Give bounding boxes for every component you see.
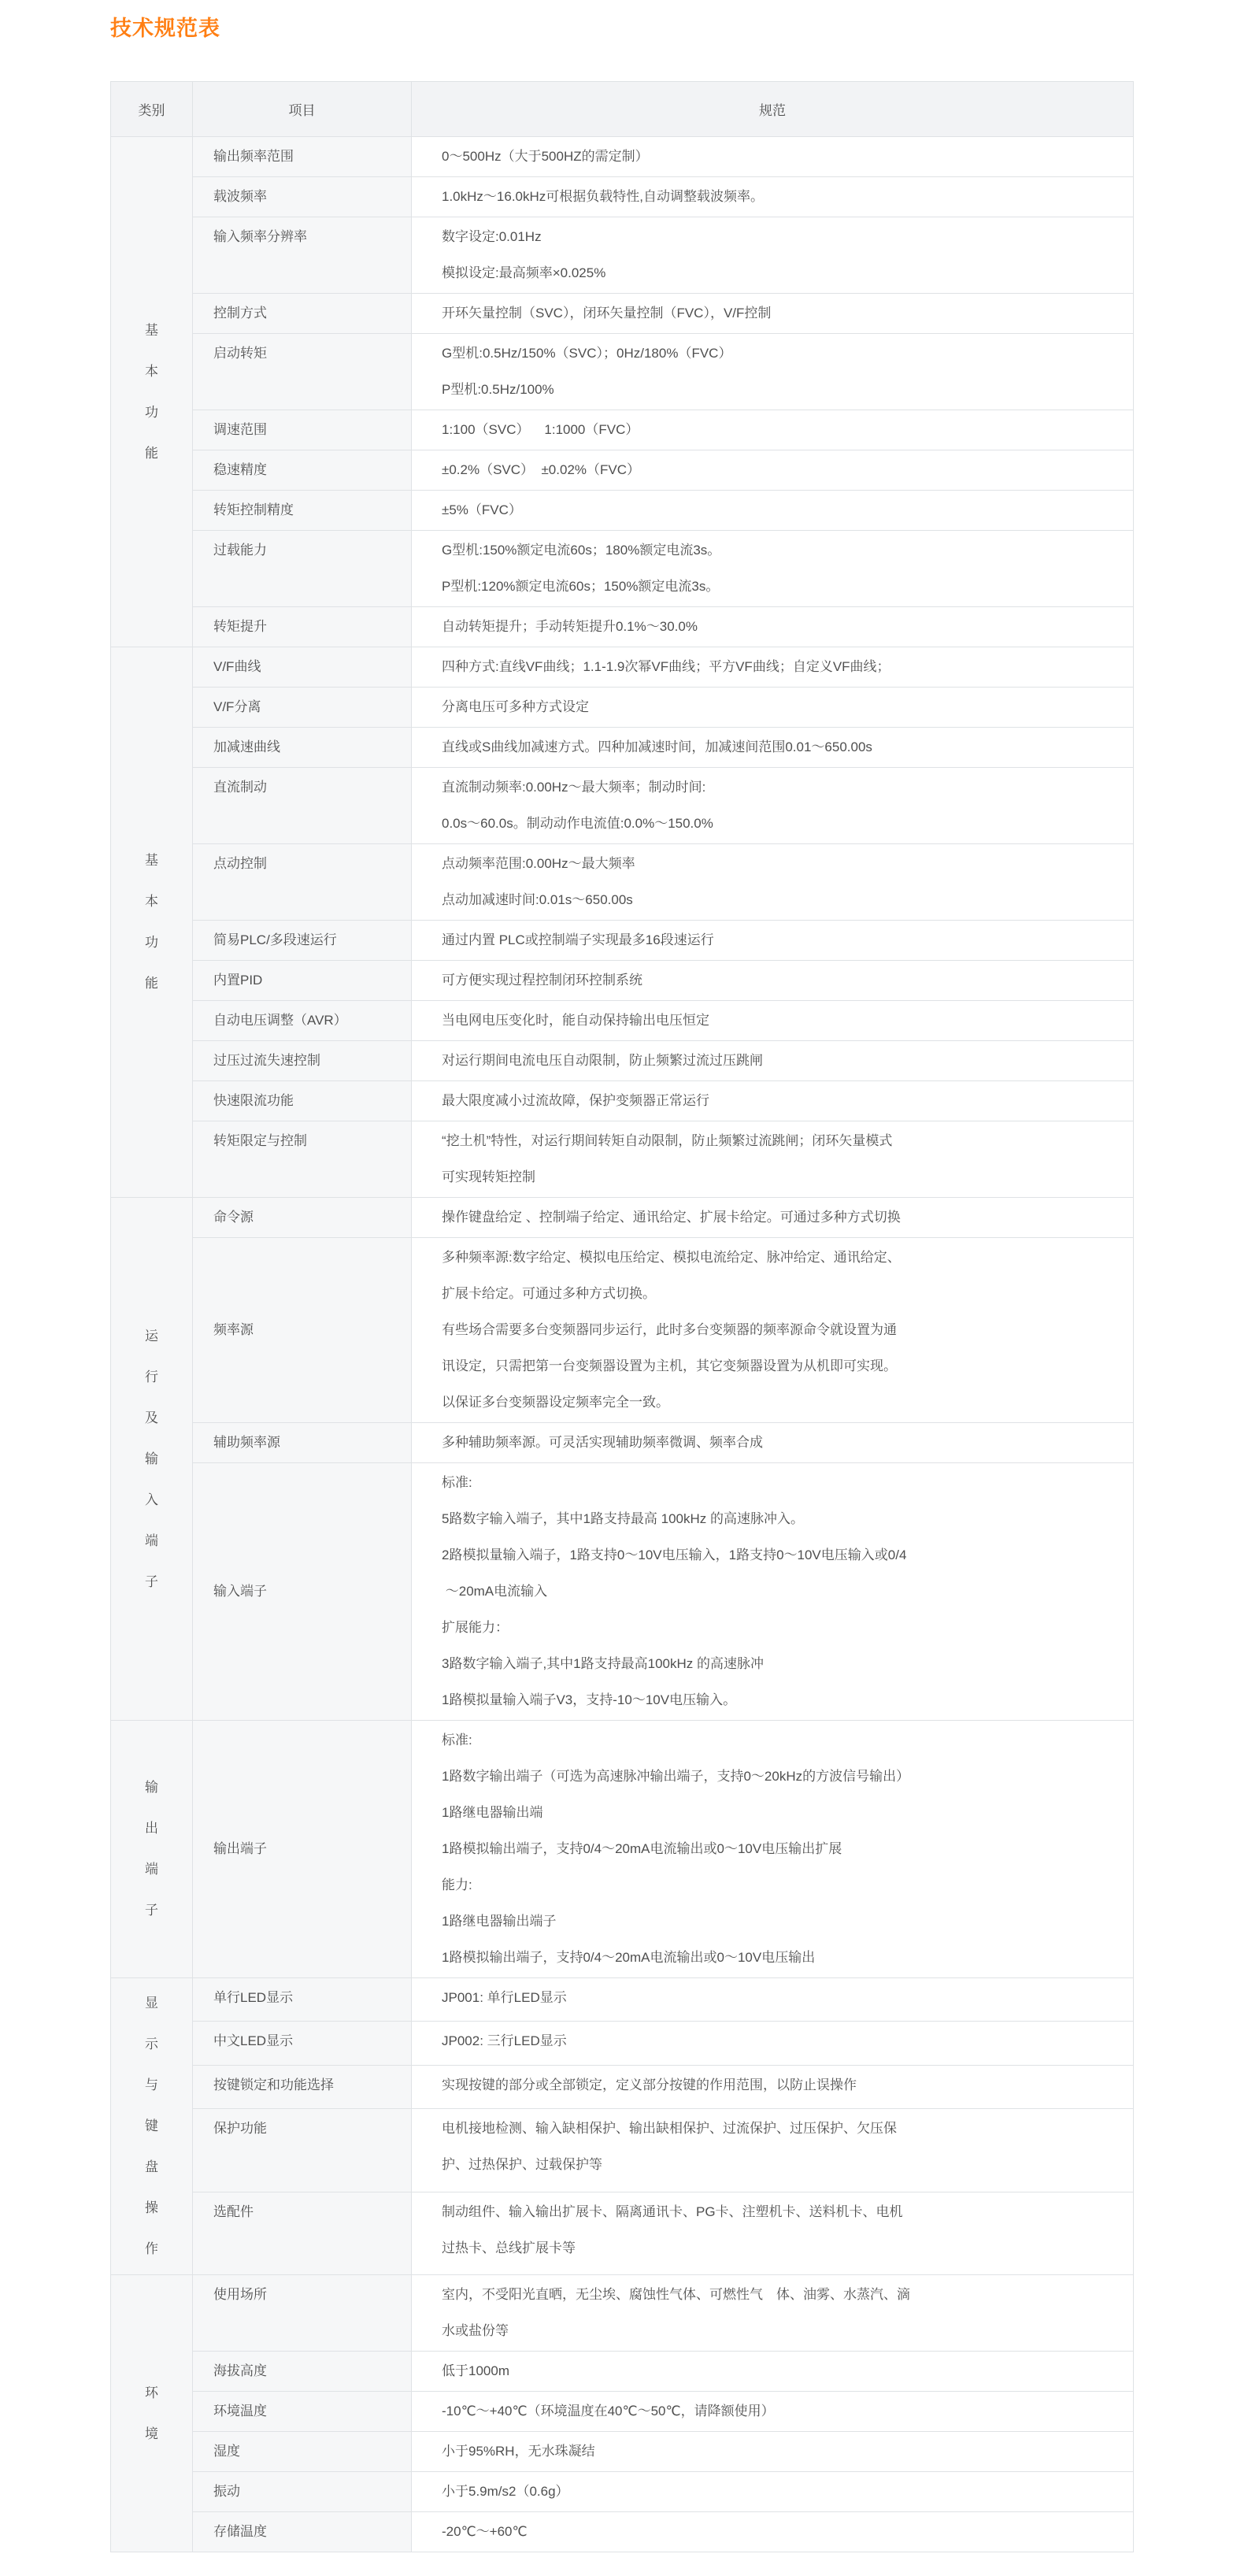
spec-line: 可实现转矩控制	[442, 1169, 535, 1184]
item-label: 调速范围	[213, 422, 267, 437]
item-label: 自动电压调整（AVR）	[213, 1013, 347, 1028]
item-cell	[193, 137, 412, 177]
spec-line: 1.0kHz～16.0kHz可根据负载特性,自动调整载波频率。	[442, 189, 764, 204]
item-cell	[193, 768, 412, 844]
item-cell	[193, 728, 412, 768]
spec-cell	[412, 768, 1134, 844]
spec-line: 分离电压可多种方式设定	[442, 699, 589, 714]
item-label: 快速限流功能	[213, 1093, 294, 1108]
spec-row	[111, 491, 1134, 531]
spec-cell	[412, 1081, 1134, 1121]
item-label: 加减速曲线	[213, 739, 280, 754]
spec-row	[111, 1041, 1134, 1081]
spec-line: 过热卡、总线扩展卡等	[442, 2240, 576, 2255]
spec-line: 开环矢量控制（SVC），闭环矢量控制（FVC），V/F控制	[442, 306, 772, 321]
item-label: 载波频率	[213, 189, 267, 204]
spec-row	[111, 1001, 1134, 1041]
item-cell	[193, 410, 412, 450]
item-label: 过压过流失速控制	[213, 1053, 320, 1068]
spec-row	[111, 177, 1134, 217]
item-label: 命令源	[213, 1210, 254, 1225]
spec-line: G型机:150%额定电流60s；180%额定电流3s。	[442, 543, 721, 558]
item-label: 转矩限定与控制	[213, 1133, 307, 1148]
spec-line: 直流制动频率:0.00Hz～最大频率；制动时间:	[442, 780, 706, 795]
item-label: 转矩提升	[213, 619, 267, 634]
item-cell	[193, 531, 412, 607]
item-cell	[193, 2432, 412, 2472]
item-cell	[193, 921, 412, 961]
spec-row	[111, 607, 1134, 647]
spec-row	[111, 768, 1134, 844]
item-label: 海拔高度	[213, 2363, 267, 2378]
spec-line: 四种方式:直线VF曲线；1.1-1.9次幂VF曲线；平方VF曲线；自定义VF曲线；	[442, 659, 890, 674]
spec-line: 水或盐份等	[442, 2323, 509, 2338]
category-label: 基 本 功 能	[145, 322, 158, 461]
spec-line: 数字设定:0.01Hz	[442, 229, 542, 244]
category-label: 显 示 与 键 盘 操 作	[145, 1996, 158, 2256]
spec-cell	[412, 1238, 1134, 1423]
item-cell	[193, 2275, 412, 2352]
spec-cell	[412, 2065, 1134, 2108]
spec-line: G型机:0.5Hz/150%（SVC）；0Hz/180%（FVC）	[442, 346, 732, 361]
spec-line: 2路模拟量输入端子，1路支持0～10V电压输入，1路支持0～10V电压输入或0/4	[442, 1547, 907, 1562]
spec-line: 制动组件、输入输出扩展卡、隔离通讯卡、PG卡、注塑机卡、送料机卡、电机	[442, 2203, 903, 2219]
spec-table-header	[111, 82, 1134, 137]
item-cell	[193, 688, 412, 728]
item-cell	[193, 334, 412, 410]
spec-row	[111, 334, 1134, 410]
header-item: 项目	[193, 82, 412, 137]
item-label: 振动	[213, 2484, 240, 2499]
category-label: 运 行 及 输 入 端 子	[145, 1328, 158, 1589]
spec-row	[111, 217, 1134, 294]
spec-line: 1路模拟输出端子，支持0/4～20mA电流输出或0～10V电压输出	[442, 1950, 816, 1965]
spec-cell	[412, 1198, 1134, 1238]
category-cell	[111, 2275, 193, 2552]
spec-row	[111, 2352, 1134, 2392]
item-cell	[193, 2472, 412, 2512]
spec-line: 可方便实现过程控制闭环控制系统	[442, 973, 642, 988]
spec-cell	[412, 1463, 1134, 1721]
item-cell	[193, 1001, 412, 1041]
spec-row	[111, 2392, 1134, 2432]
spec-cell	[412, 607, 1134, 647]
spec-row	[111, 844, 1134, 921]
spec-line: 点动加减速时间:0.01s～650.00s	[442, 892, 633, 907]
spec-line: 直线或S曲线加减速方式。四种加减速时间，加减速间范围0.01～650.00s	[442, 739, 872, 754]
item-label: 转矩控制精度	[213, 502, 294, 517]
spec-line: 讯设定，只需把第一台变频器设置为主机，其它变频器设置为从机即可实现。	[442, 1358, 897, 1373]
item-cell	[193, 1198, 412, 1238]
item-label: 保护功能	[213, 2121, 267, 2137]
category-cell	[111, 1721, 193, 1978]
spec-row	[111, 1121, 1134, 1198]
category-label: 基 本 功 能	[145, 853, 158, 991]
spec-row	[111, 1198, 1134, 1238]
item-cell	[193, 1423, 412, 1463]
spec-cell	[412, 531, 1134, 607]
spec-cell	[412, 2352, 1134, 2392]
spec-row	[111, 137, 1134, 177]
spec-cell	[412, 688, 1134, 728]
spec-line: JP002: 三行LED显示	[442, 2033, 567, 2049]
spec-cell	[412, 647, 1134, 688]
item-cell	[193, 450, 412, 491]
spec-cell	[412, 2392, 1134, 2432]
item-label: 频率源	[213, 1322, 254, 1337]
spec-row	[111, 1721, 1134, 1978]
spec-line: 能力:	[442, 1877, 472, 1892]
spec-row	[111, 531, 1134, 607]
spec-line: 实现按键的部分或全部锁定，定义部分按键的作用范围，以防止误操作	[442, 2077, 857, 2092]
spec-row	[111, 647, 1134, 688]
item-label: 启动转矩	[213, 346, 267, 361]
item-label: 输出端子	[213, 1841, 267, 1856]
item-cell	[193, 217, 412, 294]
spec-line: 1路继电器输出端	[442, 1805, 543, 1820]
spec-cell	[412, 217, 1134, 294]
spec-table	[110, 81, 1134, 2552]
category-cell	[111, 1978, 193, 2275]
spec-cell	[412, 2432, 1134, 2472]
item-cell	[193, 177, 412, 217]
spec-table-body	[111, 137, 1134, 2552]
item-cell	[193, 961, 412, 1001]
spec-cell	[412, 137, 1134, 177]
item-cell	[193, 1041, 412, 1081]
item-cell	[193, 1463, 412, 1721]
item-label: 单行LED显示	[213, 1990, 294, 2005]
spec-cell	[412, 334, 1134, 410]
item-label: 过载能力	[213, 543, 267, 558]
spec-line: P型机:120%额定电流60s；150%额定电流3s。	[442, 579, 720, 594]
spec-line: 多种辅助频率源。可灵活实现辅助频率微调、频率合成	[442, 1435, 763, 1450]
item-label: 湿度	[213, 2444, 240, 2459]
spec-cell	[412, 2192, 1134, 2274]
spec-line: 低于1000m	[442, 2363, 509, 2378]
item-label: 控制方式	[213, 306, 267, 321]
spec-line: 5路数字输入端子，其中1路支持最高 100kHz 的高速脉冲入。	[442, 1511, 804, 1526]
spec-row	[111, 2065, 1134, 2108]
item-cell	[193, 491, 412, 531]
spec-line: 小于5.9m/s2（0.6g）	[442, 2484, 569, 2499]
spec-cell	[412, 1121, 1134, 1198]
item-cell	[193, 844, 412, 921]
item-label: V/F分离	[213, 699, 261, 714]
item-label: 存储温度	[213, 2524, 267, 2539]
spec-row	[111, 728, 1134, 768]
spec-row	[111, 1978, 1134, 2022]
item-label: 输入端子	[213, 1584, 267, 1599]
spec-cell	[412, 728, 1134, 768]
spec-line: 点动频率范围:0.00Hz～最大频率	[442, 856, 635, 871]
spec-line: ±0.2%（SVC） ±0.02%（FVC）	[442, 462, 641, 477]
item-cell	[193, 2192, 412, 2274]
spec-cell	[412, 1001, 1134, 1041]
spec-cell	[412, 2022, 1134, 2065]
item-label: 内置PID	[213, 973, 263, 988]
spec-line: 1路数字输出端子（可选为高速脉冲输出端子，支持0～20kHz的方波信号输出）	[442, 1769, 910, 1784]
spec-line: 通过内置 PLC或控制端子实现最多16段速运行	[442, 932, 714, 947]
spec-line: 小于95%RH，无水珠凝结	[442, 2444, 595, 2459]
spec-line: ～20mA电流输入	[442, 1584, 548, 1599]
spec-row	[111, 961, 1134, 1001]
spec-line: 自动转矩提升；手动转矩提升0.1%～30.0%	[442, 619, 698, 634]
item-label: 稳速精度	[213, 462, 267, 477]
item-cell	[193, 2109, 412, 2192]
spec-row	[111, 2472, 1134, 2512]
spec-line: -20℃～+60℃	[442, 2524, 528, 2539]
item-cell	[193, 1978, 412, 2022]
spec-line: 1路模拟量输入端子V3，支持-10～10V电压输入。	[442, 1692, 737, 1707]
spec-row	[111, 1463, 1134, 1721]
item-label: 辅助频率源	[213, 1435, 280, 1450]
spec-row	[111, 2109, 1134, 2192]
item-label: 中文LED显示	[213, 2033, 294, 2049]
spec-cell	[412, 1041, 1134, 1081]
spec-line: 扩展卡给定。可通过多种方式切换。	[442, 1286, 656, 1301]
spec-cell	[412, 1978, 1134, 2022]
spec-cell	[412, 2512, 1134, 2552]
spec-cell	[412, 294, 1134, 334]
spec-cell	[412, 450, 1134, 491]
spec-line: 多种频率源:数字给定、模拟电压给定、模拟电流给定、脉冲给定、通讯给定、	[442, 1250, 901, 1265]
spec-row	[111, 450, 1134, 491]
spec-cell	[412, 177, 1134, 217]
category-cell	[111, 1198, 193, 1721]
spec-line: 3路数字输入端子,其中1路支持最高100kHz 的高速脉冲	[442, 1656, 764, 1671]
spec-cell	[412, 1721, 1134, 1978]
item-cell	[193, 1721, 412, 1978]
spec-row	[111, 2512, 1134, 2552]
item-label: 点动控制	[213, 856, 267, 871]
item-cell	[193, 1238, 412, 1423]
item-cell	[193, 1081, 412, 1121]
spec-row	[111, 1423, 1134, 1463]
spec-cell	[412, 2109, 1134, 2192]
spec-line: 标准:	[442, 1733, 472, 1748]
spec-cell	[412, 844, 1134, 921]
spec-cell	[412, 1423, 1134, 1463]
spec-line: 0～500Hz（大于500HZ的需定制）	[442, 149, 649, 164]
spec-line: 扩展能力：	[442, 1620, 509, 1635]
item-label: 环境温度	[213, 2404, 267, 2418]
item-cell	[193, 1121, 412, 1198]
spec-row	[111, 2432, 1134, 2472]
spec-line: 有些场合需要多台变频器同步运行，此时多台变频器的频率源命令就设置为通	[442, 1322, 897, 1337]
spec-line: 模拟设定:最高频率×0.025%	[442, 265, 606, 280]
spec-line: 操作键盘给定 、控制端子给定、通讯给定、扩展卡给定。可通过多种方式切换	[442, 1210, 901, 1225]
spec-line: ±5%（FVC）	[442, 502, 522, 517]
category-cell	[111, 137, 193, 647]
spec-line: 以保证多台变频器设定频率完全一致。	[442, 1395, 669, 1410]
item-cell	[193, 2065, 412, 2108]
item-cell	[193, 294, 412, 334]
item-cell	[193, 2352, 412, 2392]
spec-line: 当电网电压变化时，能自动保持输出电压恒定	[442, 1013, 709, 1028]
spec-cell	[412, 921, 1134, 961]
spec-line: P型机:0.5Hz/100%	[442, 382, 554, 397]
spec-row	[111, 921, 1134, 961]
spec-line: 1路继电器输出端子	[442, 1914, 557, 1929]
item-cell	[193, 2022, 412, 2065]
spec-line: 护、过热保护、过载保护等	[442, 2157, 602, 2173]
item-label: V/F曲线	[213, 659, 261, 674]
item-label: 直流制动	[213, 780, 267, 795]
spec-row	[111, 410, 1134, 450]
category-cell	[111, 647, 193, 1198]
spec-row	[111, 688, 1134, 728]
spec-cell	[412, 410, 1134, 450]
spec-line: 最大限度减小过流故障，保护变频器正常运行	[442, 1093, 709, 1108]
item-label: 简易PLC/多段速运行	[213, 932, 337, 947]
spec-cell	[412, 2472, 1134, 2512]
spec-line: 室内，不受阳光直晒，无尘埃、腐蚀性气体、可燃性气 体、油雾、水蒸汽、滴	[442, 2287, 910, 2302]
spec-line: -10℃～+40℃（环境温度在40℃～50℃，请降额使用）	[442, 2404, 775, 2418]
header-spec: 规范	[412, 82, 1134, 137]
spec-row	[111, 1238, 1134, 1423]
spec-line: 1:100（SVC） 1:1000（FVC）	[442, 422, 639, 437]
item-label: 输出频率范围	[213, 149, 294, 164]
spec-row	[111, 2275, 1134, 2352]
item-label: 使用场所	[213, 2287, 267, 2302]
category-label: 输 出 端 子	[145, 1780, 158, 1918]
spec-cell	[412, 2275, 1134, 2352]
spec-row	[111, 1081, 1134, 1121]
item-label: 按键锁定和功能选择	[213, 2077, 334, 2092]
spec-row	[111, 2022, 1134, 2065]
item-cell	[193, 647, 412, 688]
spec-line: “挖土机”特性，对运行期间转矩自动限制，防止频繁过流跳闸；闭环矢量模式	[442, 1133, 893, 1148]
header-row	[111, 82, 1134, 137]
spec-row	[111, 2192, 1134, 2274]
spec-line: 1路模拟输出端子，支持0/4～20mA电流输出或0～10V电压输出扩展	[442, 1841, 842, 1856]
page-title: 技术规范表	[110, 17, 220, 40]
item-cell	[193, 607, 412, 647]
item-cell	[193, 2392, 412, 2432]
spec-line: 标准:	[442, 1475, 472, 1490]
spec-cell	[412, 491, 1134, 531]
category-label: 环 境	[145, 2385, 158, 2441]
spec-cell	[412, 961, 1134, 1001]
spec-line: 0.0s～60.0s。制动动作电流值:0.0%～150.0%	[442, 816, 713, 831]
item-cell	[193, 2512, 412, 2552]
spec-row	[111, 294, 1134, 334]
item-label: 选配件	[213, 2203, 254, 2219]
item-label: 输入频率分辨率	[213, 229, 307, 244]
spec-line: JP001: 单行LED显示	[442, 1990, 567, 2005]
header-category: 类别	[111, 82, 193, 137]
spec-line: 电机接地检测、输入缺相保护、输出缺相保护、过流保护、过压保护、欠压保	[442, 2121, 897, 2137]
spec-line: 对运行期间电流电压自动限制，防止频繁过流过压跳闸	[442, 1053, 763, 1068]
